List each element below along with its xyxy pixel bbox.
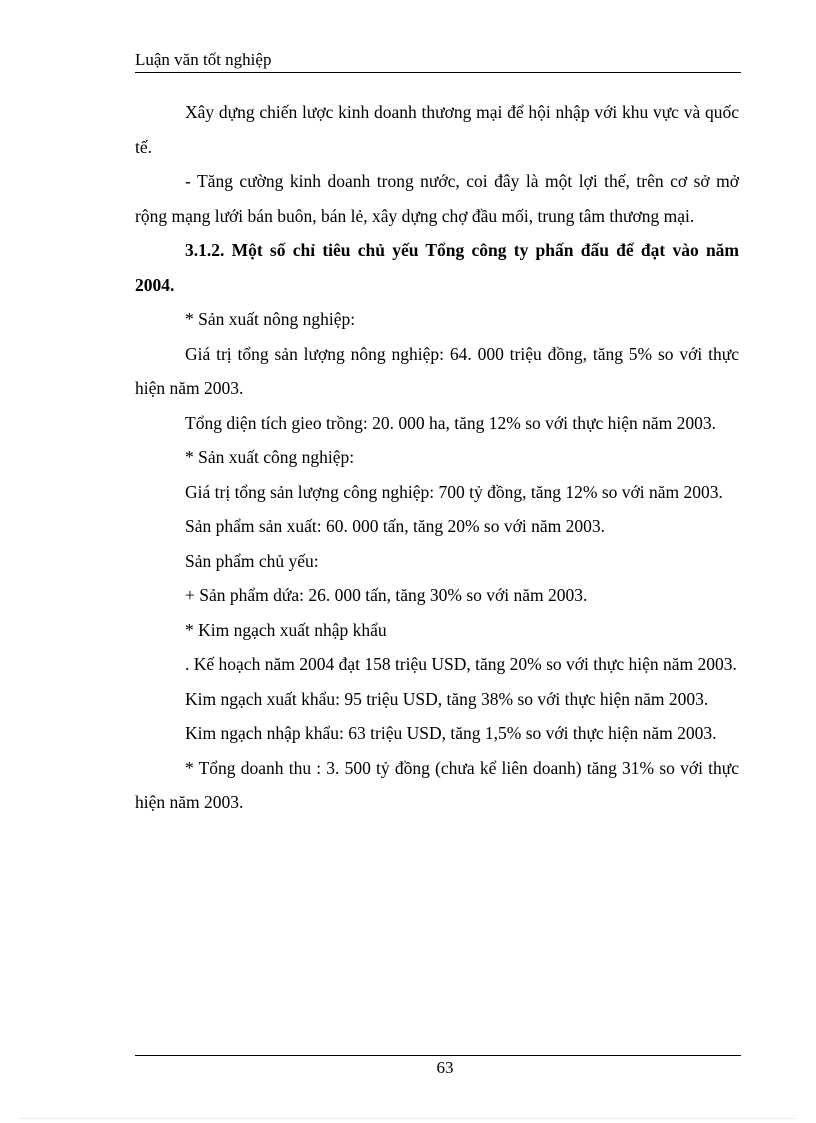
footer-divider xyxy=(135,1055,741,1056)
paragraph: Giá trị tổng sản lượng công nghiệp: 700 tỷ đồng, tăng 12% so với năm 2003. xyxy=(185,481,723,502)
paragraph: Tổng diện tích gieo trồng: 20. 000 ha, tăng 12% so với thực hiện năm 2003. xyxy=(185,412,717,433)
page-header xyxy=(135,50,741,73)
document-body xyxy=(135,95,739,820)
paragraph: Giá trị tổng sản lượng nông nghiệp: 64. 000 triệu đồng, tăng 5% so với thực hiện năm 2003. xyxy=(135,343,739,398)
section-heading: 3.1.2. Một số chỉ tiêu chủ yếu Tổng công ty phấn đấu để đạt vào năm 2004. xyxy=(135,240,739,295)
paragraph: + Sản phẩm dứa: 26. 000 tấn, tăng 30% so với năm 2003. xyxy=(185,585,588,605)
paragraph: Kim ngạch nhập khẩu: 63 triệu USD, tăng 1,5% so với thực hiện năm 2003. xyxy=(185,723,717,743)
page-edge-divider xyxy=(20,1118,796,1119)
paragraph: * Sản xuất công nghiệp: xyxy=(185,447,355,467)
paragraph: * Tổng doanh thu : 3. 500 tỷ đồng (chưa kể liên doanh) tăng 31% so với thực hiện năm 2003. xyxy=(135,757,739,812)
paragraph: Sản phẩm chủ yếu: xyxy=(185,550,319,571)
header-title: Luận văn tốt nghiệp xyxy=(135,50,272,69)
paragraph: Kim ngạch xuất khẩu: 95 triệu USD, tăng 38% so với thực hiện năm 2003. xyxy=(185,688,709,709)
paragraph: Xây dựng chiến lược kinh doanh thương mại để hội nhập với khu vực và quốc tế. xyxy=(135,102,739,157)
paragraph: * Sản xuất nông nghiệp: xyxy=(185,309,356,329)
paragraph: - Tăng cường kinh doanh trong nước, coi đây là một lợi thế, trên cơ sở mở rộng mạng lưới bán buôn, bán lẻ, xây dựng chợ đầu mối, trung tâm thương mại. xyxy=(135,171,739,226)
paragraph: Sản phẩm sản xuất: 60. 000 tấn, tăng 20% so với năm 2003. xyxy=(185,516,605,536)
paragraph: . Kế hoạch năm 2004 đạt 158 triệu USD, tăng 20% so với thực hiện năm 2003. xyxy=(185,654,737,674)
page-number: 63 xyxy=(436,1058,454,1077)
paragraph: * Kim ngạch xuất nhập khẩu xyxy=(185,619,387,640)
